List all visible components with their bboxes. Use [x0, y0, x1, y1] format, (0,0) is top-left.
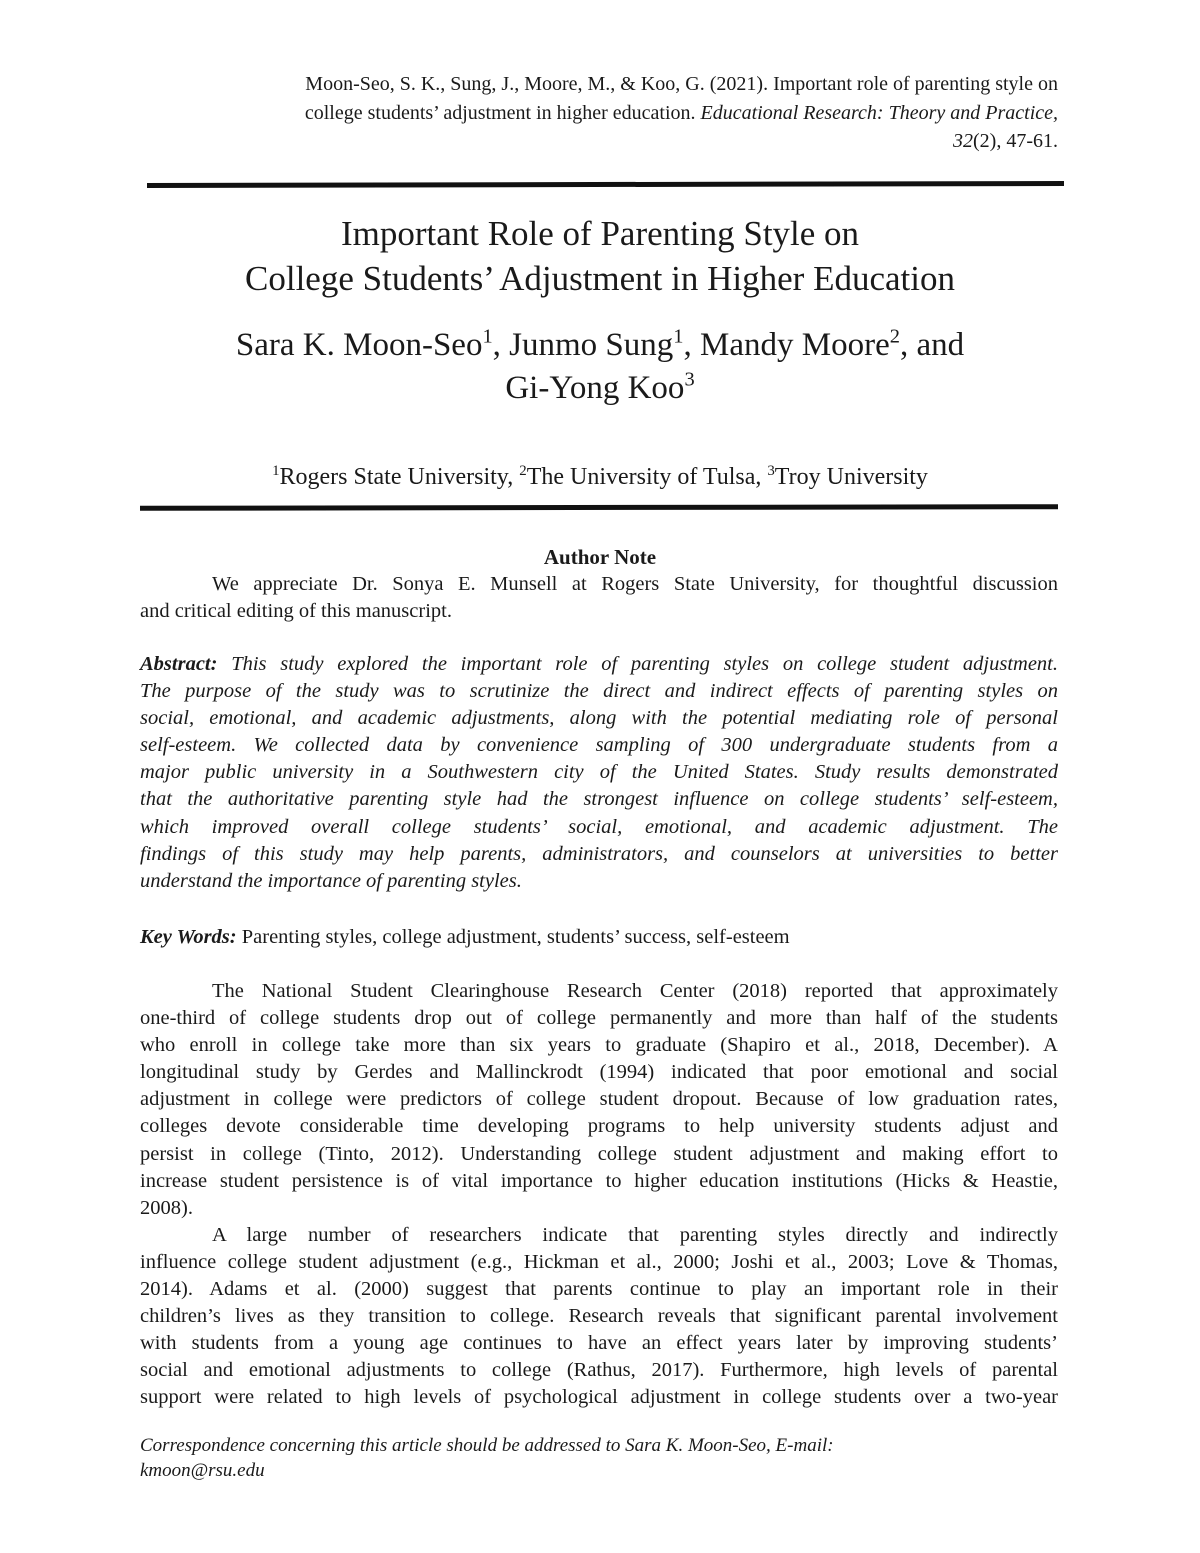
- authors-line-2: [0, 367, 1200, 410]
- author-1: Sara K. Moon-Seo: [235, 327, 483, 363]
- abstract-line: [140, 651, 1058, 678]
- abstract-line: that the authoritative parenting style had the strongest influence on college students’ self-esteem,: [140, 788, 1058, 811]
- citation-article-text: college students’ adjustment in higher education.: [304, 101, 696, 124]
- body-line: adjustment in college were predictors of college student dropout. Because of low graduation rates,: [140, 1088, 1058, 1111]
- body-line: one-third of college students drop out of college permanently and more than half of the students: [140, 1007, 1058, 1030]
- citation-line-3: [140, 127, 1058, 156]
- author-3: Mandy Moore: [700, 327, 890, 363]
- authors-line-1: Sara K. Moon-Seo$^1$, Junmo Sung$^1$, Mandy Moore$^2$, and: [235, 325, 965, 363]
- abstract-line: findings of this study may help parents, administrators, and counselors at universities to better: [140, 842, 1058, 865]
- author-note-line: We appreciate Dr. Sonya E. Munsell at Rogers State University, for thoughtful discussion: [212, 573, 1058, 595]
- author-2: Junmo Sung: [509, 327, 674, 363]
- body-line: 2008).: [140, 1196, 193, 1219]
- body-line: social and emotional adjustments to college (Rathus, 2017). Furthermore, high levels of parental: [140, 1359, 1058, 1382]
- abstract-line: social, emotional, and academic adjustments, along with the potential mediating role of personal: [140, 707, 1058, 730]
- footnote-line-1: Correspondence concerning this article should be addressed to Sara K. Moon-Seo, E-mail:: [140, 1435, 834, 1456]
- affil-2: The University of Tulsa,: [526, 464, 768, 490]
- keywords-label: Key Words:: [140, 926, 237, 948]
- citation-issue-pages: (2), 47-61.: [973, 130, 1058, 152]
- footnote-email: kmoon@rsu.edu: [140, 1460, 265, 1481]
- title-line-2: College Students’ Adjustment in Higher Education: [245, 259, 955, 298]
- abstract-line: which improved overall college students’ social, emotional, and academic adjustment. The: [140, 815, 1058, 838]
- author-3-affil: 2: [889, 325, 900, 348]
- author-4-affil: 3: [684, 368, 695, 391]
- body-line: children’s lives as they transition to college. Research reveals that significant parental involvement: [140, 1305, 1058, 1328]
- body-text: [140, 978, 1058, 1412]
- affil-marker-3: 3: [767, 463, 775, 480]
- affil-1: Rogers State University,: [279, 464, 520, 490]
- citation-line-1: Moon-Seo, S. K., Sung, J., Moore, M., & Koo, G. (2021). Important role of parenting style on: [305, 73, 1058, 95]
- body-line: longitudinal study by Gerdes and Mallinckrodt (1994) indicated that poor emotional and social: [140, 1061, 1058, 1084]
- keywords: [140, 924, 1058, 951]
- author-2-affil: 1: [673, 325, 684, 348]
- author-note: [140, 571, 1058, 625]
- author-4: Gi-Yong Koo: [505, 370, 685, 406]
- author-1-affil: 1: [482, 325, 493, 348]
- body-line: with students from a young age continues to have an effect years later by improving students’: [140, 1332, 1058, 1355]
- affil-marker-1: 1: [272, 463, 280, 480]
- bottom-divider: [140, 504, 1058, 511]
- body-line: who enroll in college take more than six years to graduate (Shapiro et al., 2018, December). A: [140, 1034, 1058, 1057]
- keywords-line: [140, 924, 1058, 951]
- body-line: persist in college (Tinto, 2012). Understanding college student adjustment and making effort to: [140, 1142, 1058, 1165]
- affil-3: Troy University: [774, 464, 928, 490]
- author-list: [0, 324, 1200, 410]
- affil-marker-2: 2: [519, 463, 527, 480]
- keywords-text: Parenting styles, college adjustment, students’ success, self-esteem: [241, 926, 790, 948]
- abstract-line: The purpose of the study was to scrutinize the direct and indirect effects of parenting styles on: [140, 680, 1058, 703]
- abstract-line: major public university in a Southwestern city of the United States. Study results demonstrated: [140, 761, 1058, 784]
- body-line: 2014). Adams et al. (2000) suggest that parents continue to play an important role in their: [140, 1278, 1058, 1301]
- citation-journal: Educational Research: Theory and Practice,: [700, 101, 1058, 124]
- title-line-1: Important Role of Parenting Style on: [340, 214, 860, 253]
- body-line: influence college student adjustment (e.g., Hickman et al., 2000; Joshi et al., 2003; Love & Thomas,: [140, 1250, 1058, 1273]
- citation-header: [140, 70, 1058, 156]
- correspondence-footnote: [140, 1433, 1058, 1483]
- abstract: [140, 651, 1058, 895]
- body-line: colleges devote considerable time developing programs to help university students adjust and: [140, 1115, 1058, 1138]
- author-note-heading: Author Note: [543, 545, 657, 569]
- authors-and: , and: [899, 327, 965, 363]
- abstract-line: understand the importance of parenting styles.: [140, 869, 522, 892]
- top-divider: [147, 181, 1064, 188]
- body-line: increase student persistence is of vital importance to higher education institutions (Hicks & Heastie,: [140, 1169, 1058, 1192]
- citation-line-2: [140, 99, 1058, 128]
- citation-volume: 32: [953, 130, 974, 152]
- abstract-text: This study explored the important role of parenting styles on college student adjustment.: [231, 653, 1059, 675]
- body-line: A large number of researchers indicate that parenting styles directly and indirectly: [212, 1223, 1058, 1246]
- abstract-line: self-esteem. We collected data by convenience sampling of 300 undergraduate students from a: [140, 734, 1058, 757]
- paper-title: [0, 211, 1200, 301]
- body-line: support were related to high levels of psychological adjustment in college students over a two-year: [140, 1386, 1058, 1409]
- body-line: The National Student Clearinghouse Research Center (2018) reported that approximately: [212, 980, 1058, 1002]
- author-note-line: and critical editing of this manuscript.: [140, 600, 452, 623]
- affiliations: [0, 462, 1200, 492]
- abstract-label: Abstract:: [140, 653, 218, 675]
